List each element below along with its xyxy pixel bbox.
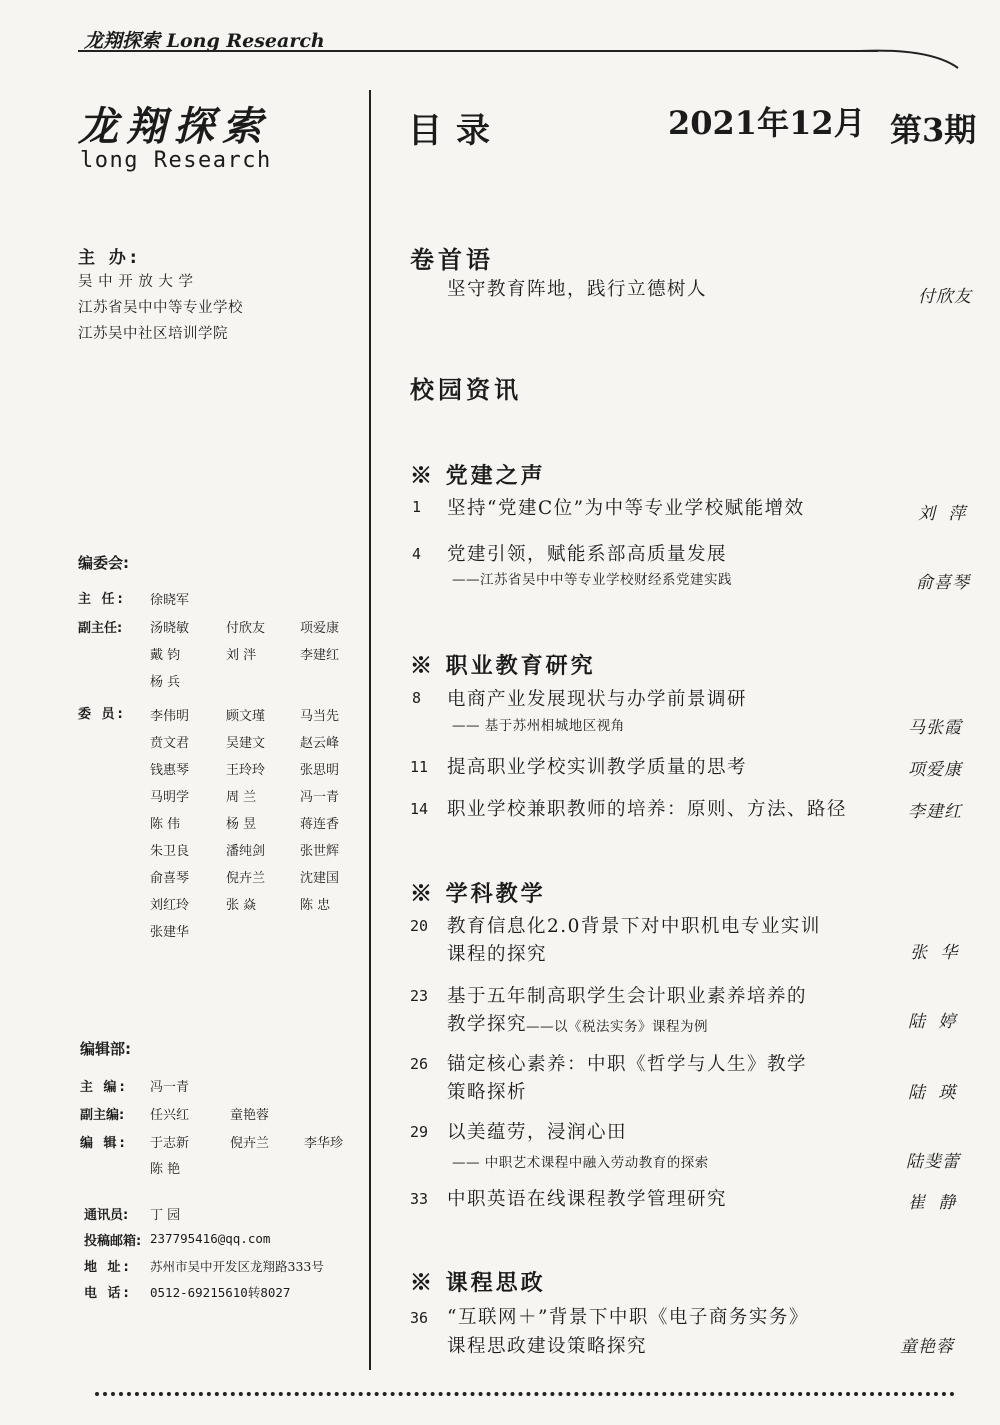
article-author: 陆 瑛 bbox=[908, 1083, 960, 1103]
article-author: 陆斐蕾 bbox=[906, 1152, 960, 1172]
members-label: 委 员: bbox=[78, 707, 126, 722]
committee-member: 张 焱 bbox=[226, 898, 257, 913]
page-number: 29 bbox=[410, 1123, 429, 1141]
article-title[interactable]: 党建引领，赋能系部高质量发展 bbox=[447, 544, 728, 565]
editor: 倪卉兰 bbox=[230, 1136, 270, 1151]
deputy-editor: 任兴红 bbox=[150, 1108, 190, 1123]
committee-deputy: 戴 钧 bbox=[150, 648, 181, 663]
foreword-title[interactable]: 坚守教育阵地，践行立德树人 bbox=[447, 279, 708, 300]
foreword-heading: 卷首语 bbox=[410, 245, 494, 274]
committee-deputy: 项爱康 bbox=[300, 621, 340, 636]
article-title[interactable]: 电商产业发展现状与办学前景调研 bbox=[447, 689, 748, 710]
page-number: 36 bbox=[410, 1309, 429, 1327]
deputy-editor-label: 副主编: bbox=[80, 1108, 125, 1123]
committee-member: 李伟明 bbox=[150, 709, 190, 724]
editor: 于志新 bbox=[150, 1136, 190, 1151]
committee-member: 张思明 bbox=[300, 763, 340, 778]
article-title[interactable]: 锚定核心素养：中职《哲学与人生》教学 bbox=[447, 1054, 808, 1075]
committee-member: 刘红玲 bbox=[150, 898, 190, 913]
email-address: 237795416@qq.com bbox=[150, 1231, 271, 1246]
article-author: 童艳蓉 bbox=[900, 1337, 954, 1357]
correspondent-label: 通讯员: bbox=[84, 1208, 129, 1223]
article-title[interactable]: 以美蕴劳，浸润心田 bbox=[447, 1122, 628, 1143]
committee-member: 陈 忠 bbox=[300, 898, 331, 913]
committee-member: 杨 昱 bbox=[226, 817, 257, 832]
committee-member: 俞喜琴 bbox=[150, 871, 190, 886]
committee-member: 马当先 bbox=[300, 709, 340, 724]
header-curve-decoration bbox=[860, 30, 1000, 70]
editorial-label: 编辑部: bbox=[80, 1040, 131, 1058]
section-heading: ※ 职业教育研究 bbox=[410, 653, 596, 679]
magazine-title: 龙翔探索 bbox=[78, 103, 270, 150]
campus-news-heading: 校园资讯 bbox=[410, 375, 522, 404]
committee-deputy: 刘 泮 bbox=[226, 648, 257, 663]
committee-deputy: 杨 兵 bbox=[150, 675, 181, 690]
deputy-director-label: 副主任: bbox=[78, 621, 123, 636]
issue-number: 第3期 bbox=[890, 111, 977, 149]
page-number: 1 bbox=[412, 498, 422, 516]
article-title-continued[interactable]: 课程的探究 bbox=[447, 944, 548, 965]
director-label: 主 任: bbox=[78, 592, 126, 607]
section-heading: ※ 学科教学 bbox=[410, 881, 546, 907]
deputy-editor: 童艳蓉 bbox=[230, 1108, 270, 1123]
header-rule bbox=[78, 50, 878, 52]
committee-member: 顾文瑾 bbox=[226, 709, 266, 724]
committee-member: 吴建文 bbox=[226, 736, 266, 751]
address-label: 地 址: bbox=[84, 1260, 132, 1275]
toc-title: 目录 bbox=[408, 111, 504, 151]
committee-member: 冯一青 bbox=[300, 790, 340, 805]
running-header: 龙翔探索 Long Research bbox=[84, 30, 325, 52]
page-number: 14 bbox=[410, 800, 429, 818]
committee-member: 沈建国 bbox=[300, 871, 340, 886]
committee-member: 周 兰 bbox=[226, 790, 257, 805]
editor: 李华珍 bbox=[304, 1136, 344, 1151]
committee-member: 潘纯剑 bbox=[226, 844, 266, 859]
page-number: 8 bbox=[412, 689, 422, 707]
page-number: 23 bbox=[410, 987, 429, 1005]
article-author: 俞喜琴 bbox=[916, 573, 970, 593]
article-author: 项爱康 bbox=[908, 760, 962, 780]
article-title[interactable]: 坚持“党建C位”为中等专业学校赋能增效 bbox=[447, 498, 805, 519]
committee-member: 朱卫良 bbox=[150, 844, 190, 859]
article-author: 李建红 bbox=[908, 802, 962, 822]
chief-editor-label: 主 编: bbox=[80, 1080, 128, 1095]
article-title[interactable]: 中职英语在线课程教学管理研究 bbox=[447, 1189, 728, 1210]
article-title-continued[interactable]: 策略探析 bbox=[447, 1082, 528, 1103]
committee-deputy: 汤晓敏 bbox=[150, 621, 190, 636]
bottom-dotted-rule bbox=[95, 1392, 955, 1396]
page-number: 33 bbox=[410, 1190, 429, 1208]
correspondent: 丁 园 bbox=[150, 1208, 181, 1223]
committee-member: 王玲玲 bbox=[226, 763, 266, 778]
committee-member: 赵云峰 bbox=[300, 736, 340, 751]
article-subtitle: —— 基于苏州相城地区视角 bbox=[452, 718, 625, 734]
article-title[interactable]: “互联网＋”背景下中职《电子商务实务》 bbox=[447, 1307, 809, 1328]
article-title[interactable]: 提高职业学校实训教学质量的思考 bbox=[447, 757, 748, 778]
foreword-author: 付欣友 bbox=[918, 287, 972, 307]
committee-member: 张世辉 bbox=[300, 844, 340, 859]
phone-number: 0512-69215610转8027 bbox=[150, 1285, 291, 1300]
phone-label: 电 话: bbox=[84, 1286, 132, 1301]
committee-director: 徐晓军 bbox=[150, 593, 190, 608]
section-heading: ※ 课程思政 bbox=[410, 1270, 546, 1296]
committee-member: 钱惠琴 bbox=[150, 763, 190, 778]
article-title-continued[interactable]: 教学探究 bbox=[447, 1014, 528, 1035]
article-title-continued[interactable]: 课程思政建设策略探究 bbox=[447, 1336, 648, 1357]
committee-member: 蒋连香 bbox=[300, 817, 340, 832]
article-title[interactable]: 职业学校兼职教师的培养：原则、方法、路径 bbox=[447, 799, 848, 820]
page-number: 26 bbox=[410, 1055, 429, 1073]
article-subtitle: ——江苏省吴中中等专业学校财经系党建实践 bbox=[452, 572, 732, 588]
editors-label: 编 辑: bbox=[80, 1136, 128, 1151]
page-number: 11 bbox=[410, 758, 429, 776]
page-number: 20 bbox=[410, 917, 429, 935]
chief-editor: 冯一青 bbox=[150, 1080, 190, 1095]
committee-member: 马明学 bbox=[150, 790, 190, 805]
committee-label: 编委会: bbox=[78, 554, 129, 572]
editor: 陈 艳 bbox=[150, 1162, 181, 1177]
committee-member: 倪卉兰 bbox=[226, 871, 266, 886]
magazine-subtitle: long Research bbox=[80, 148, 272, 173]
sponsor-label: 主 办: bbox=[78, 248, 141, 268]
page-number: 4 bbox=[412, 545, 422, 563]
committee-deputy: 付欣友 bbox=[226, 621, 266, 636]
sponsor-org: 江苏省吴中中等专业学校 bbox=[78, 300, 243, 316]
committee-member: 陈 伟 bbox=[150, 817, 181, 832]
committee-member: 贲文君 bbox=[150, 736, 190, 751]
article-author: 崔 静 bbox=[908, 1193, 960, 1213]
sponsor-org: 吴 中 开 放 大 学 bbox=[78, 274, 194, 290]
article-author: 陆 婷 bbox=[908, 1012, 960, 1032]
article-author: 张 华 bbox=[910, 943, 962, 963]
article-title[interactable]: 基于五年制高职学生会计职业素养培养的 bbox=[447, 986, 808, 1007]
article-author: 马张霞 bbox=[908, 718, 962, 738]
email-label: 投稿邮箱: bbox=[84, 1234, 142, 1249]
article-subtitle: —— 中职艺术课程中融入劳动教育的探索 bbox=[452, 1155, 709, 1171]
issue-date: 2021年12月 bbox=[668, 104, 866, 142]
section-heading: ※ 党建之声 bbox=[410, 463, 546, 489]
address: 苏州市吴中开发区龙翔路333号 bbox=[150, 1259, 324, 1274]
column-divider bbox=[369, 90, 371, 1370]
sponsor-org: 江苏吴中社区培训学院 bbox=[78, 326, 228, 342]
committee-deputy: 李建红 bbox=[300, 648, 340, 663]
article-author: 刘 萍 bbox=[918, 504, 970, 524]
article-subtitle: ——以《税法实务》课程为例 bbox=[526, 1019, 708, 1035]
article-title[interactable]: 教育信息化2.0背景下对中职机电专业实训 bbox=[447, 916, 821, 937]
committee-member: 张建华 bbox=[150, 925, 190, 940]
